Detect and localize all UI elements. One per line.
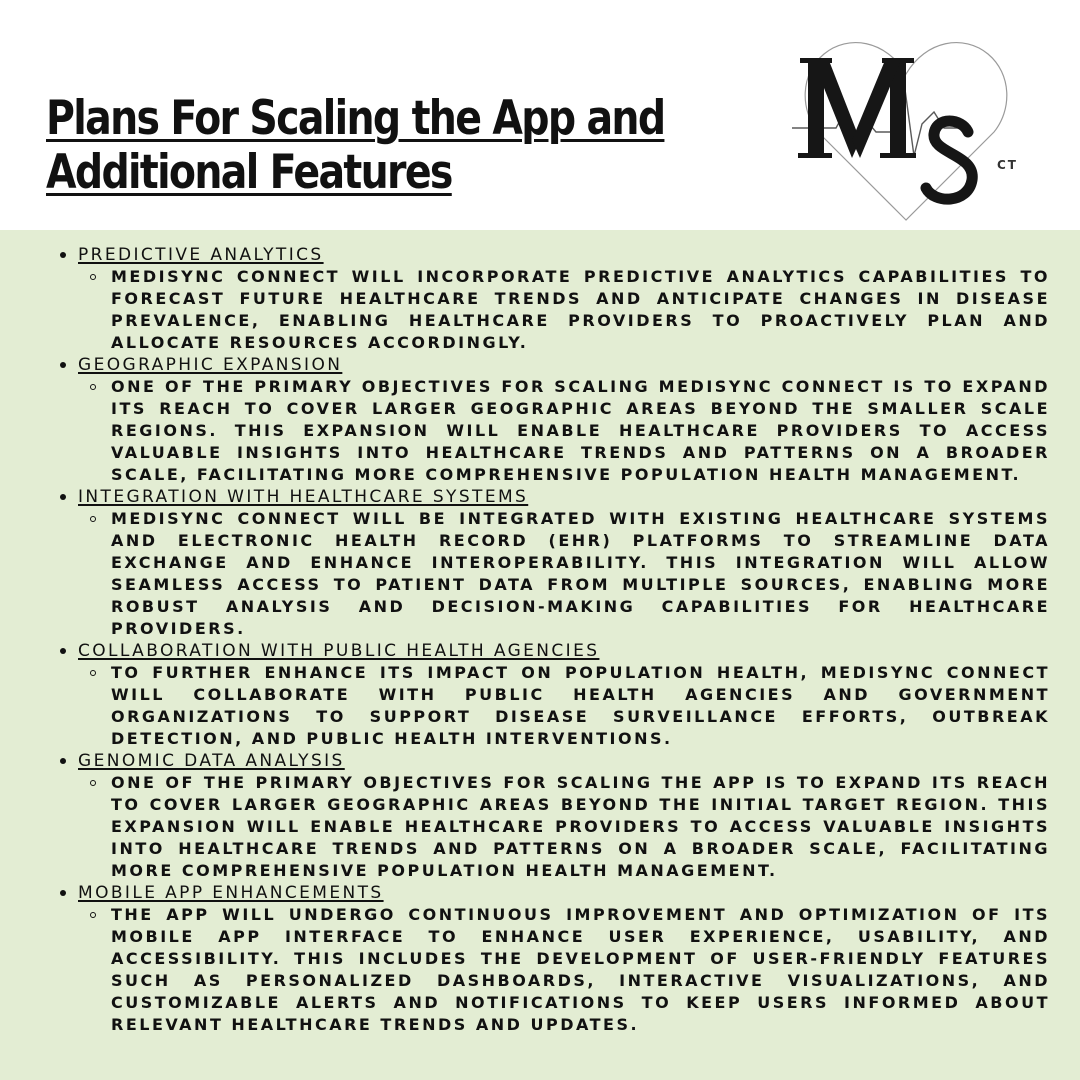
section-body-wrap (78, 662, 1050, 750)
section-body-wrap (78, 508, 1050, 640)
content-panel (0, 230, 1080, 1080)
sub-bullet-icon (90, 912, 96, 918)
section-body-wrap (78, 266, 1050, 354)
section-body: ONE OF THE PRIMARY OBJECTIVES FOR SCALING MEDISYNC CONNECT IS TO EXPAND ITS REACH TO COVER LARGER GEOGRAPHIC AREAS BEYOND THE SMALLER SCALE REGIONS. THIS EXPANSION WILL ENABLE HEALTHCARE PROVIDERS TO ACCESS VALUABLE INSIGHTS INTO HEALTHCARE TRENDS AND PATTERNS ON A BROADER SCALE, FACILITATING MORE COMPREHENSIVE POPULATION HEALTH MANAGEMENT. (111, 377, 1050, 484)
section-heading: GEOGRAPHIC EXPANSION (78, 355, 343, 375)
sub-bullet-icon (90, 516, 96, 522)
bullet-icon (60, 494, 66, 500)
section-heading: INTEGRATION WITH HEALTHCARE SYSTEMS (78, 487, 529, 507)
section-body: MEDISYNC CONNECT WILL INCORPORATE PREDICTIVE ANALYTICS CAPABILITIES TO FORECAST FUTURE HEALTHCARE TRENDS AND ANTICIPATE CHANGES IN DISEASE PREVALENCE, ENABLING HEALTHCARE PROVIDERS TO PROACTIVELY PLAN AND ALLOCATE RESOURCES ACCORDINGLY. (111, 267, 1050, 352)
list-item (0, 882, 1050, 1036)
sub-bullet-icon (90, 384, 96, 390)
bullet-icon (60, 890, 66, 896)
bullet-icon (60, 648, 66, 654)
bullet-icon (60, 758, 66, 764)
list-item (0, 640, 1050, 750)
page-title-line-2: Additional Features (46, 145, 452, 200)
section-body: ONE OF THE PRIMARY OBJECTIVES FOR SCALING THE APP IS TO EXPAND ITS REACH TO COVER LARGER GEOGRAPHIC AREAS BEYOND THE INITIAL TARGET REGION. THIS EXPANSION WILL ENABLE HEALTHCARE PROVIDERS TO ACCESS VALUABLE INSIGHTS INTO HEALTHCARE TRENDS AND PATTERNS ON A BROADER SCALE, FACILITATING MORE COMPREHENSIVE POPULATION HEALTH MANAGEMENT. (111, 773, 1050, 880)
section-heading: PREDICTIVE ANALYTICS (78, 245, 324, 265)
logo-suffix-text: CT (997, 158, 1018, 172)
sub-bullet-icon (90, 670, 96, 676)
section-body-wrap (78, 376, 1050, 486)
section-heading: GENOMIC DATA ANALYSIS (78, 751, 345, 771)
sub-bullet-icon (90, 780, 96, 786)
sub-bullet-icon (90, 274, 96, 280)
section-body-wrap (78, 904, 1050, 1036)
section-body: THE APP WILL UNDERGO CONTINUOUS IMPROVEMENT AND OPTIMIZATION OF ITS MOBILE APP INTERFACE TO ENHANCE USER EXPERIENCE, USABILITY, AND ACCESSIBILITY. THIS INCLUDES THE DEVELOPMENT OF USER-FRIENDLY FEATURES SUCH AS PERSONALIZED DASHBOARDS, INTERACTIVE VISUALIZATIONS, AND CUSTOMIZABLE ALERTS AND NOTIFICATIONS TO KEEP USERS INFORMED ABOUT RELEVANT HEALTHCARE TRENDS AND UPDATES. (111, 905, 1050, 1034)
bullet-icon (60, 252, 66, 258)
ms-heart-logo-icon (786, 28, 1026, 228)
page-title-line-1: Plans For Scaling the App and (46, 91, 665, 146)
list-item (0, 354, 1050, 486)
bullet-icon (60, 362, 66, 368)
section-heading: COLLABORATION WITH PUBLIC HEALTH AGENCIES (78, 641, 600, 661)
section-body-wrap (78, 772, 1050, 882)
list-item (0, 244, 1050, 354)
page-title (46, 91, 665, 200)
list-item (0, 486, 1050, 640)
section-heading: MOBILE APP ENHANCEMENTS (78, 883, 384, 903)
list-item (0, 750, 1050, 882)
page-header (0, 0, 1080, 230)
feature-list (0, 230, 1080, 1036)
section-body: MEDISYNC CONNECT WILL BE INTEGRATED WITH EXISTING HEALTHCARE SYSTEMS AND ELECTRONIC HEALTH RECORD (EHR) PLATFORMS TO STREAMLINE DATA EXCHANGE AND ENHANCE INTEROPERABILITY. THIS INTEGRATION WILL ALLOW SEAMLESS ACCESS TO PATIENT DATA FROM MULTIPLE SOURCES, ENABLING MORE ROBUST ANALYSIS AND DECISION-MAKING CAPABILITIES FOR HEALTHCARE PROVIDERS. (111, 509, 1050, 638)
section-body: TO FURTHER ENHANCE ITS IMPACT ON POPULATION HEALTH, MEDISYNC CONNECT WILL COLLABORATE WITH PUBLIC HEALTH AGENCIES AND GOVERNMENT ORGANIZATIONS TO SUPPORT DISEASE SURVEILLANCE EFFORTS, OUTBREAK DETECTION, AND PUBLIC HEALTH INTERVENTIONS. (111, 663, 1050, 748)
